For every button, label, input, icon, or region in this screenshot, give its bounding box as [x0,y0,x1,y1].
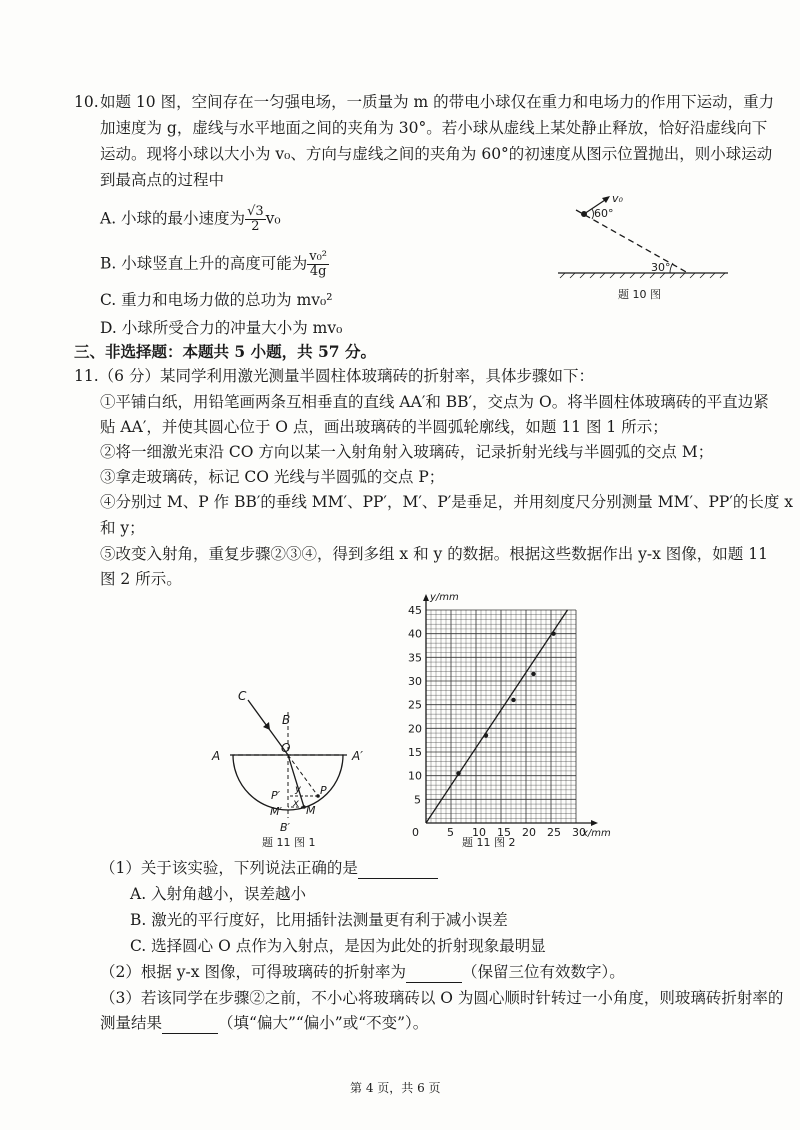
label-y: y [295,784,301,795]
x-tick-label: 5 [447,826,454,839]
y-axis-arrow [423,594,429,601]
x-tick-label: 30 [572,826,586,839]
ground-hatching [560,273,725,278]
y-tick-label: 40 [408,627,422,641]
label-m: M [306,804,316,817]
data-point [531,672,535,676]
q11-sub-1-option-a: A. 入射角越小，误差越小 [130,885,307,903]
y-axis-label: y/mm [430,592,459,603]
data-point [456,771,460,775]
q11-sub-1-option-c: C. 选择圆心 O 点作为入射点，是因为此处的折射现象最明显 [130,937,546,955]
answer-blank[interactable] [162,1013,218,1034]
q11-sub-1-option-b: B. 激光的平行度好，比用插针法测量更有利于减小误差 [130,911,508,929]
y-tick-label: 25 [408,698,422,712]
q10-option-a: A. 小球的最小速度为 $\frac{√3}{2}$ v₀ [100,204,281,234]
q11-step-1-cont: 贴 AA′，并使其圆心位于 O 点，画出玻璃砖的半圆弧轮廓线，如题 11 图 1 所示； [100,418,668,436]
label-m-prime: M′ [270,805,282,818]
q11-step-5: ⑤改变入射角，重复步骤②③④，得到多组 x 和 y 的数据。根据这些数据作出 y-x 图像，如题 11 [100,545,768,563]
figure-10 [548,190,738,300]
q10-line: 加速度为 g，虚线与水平地面之间的夹角为 30°。若小球从虚线上某处静止释放，恰好沿虚线向下 [100,119,768,137]
q11-step-5-cont: 图 2 所示。 [100,570,182,588]
fit-line [426,610,568,823]
x-tick-label: 20 [522,826,536,839]
x-tick-label: 0 [412,826,419,839]
q11-step-2: ②将一细激光束沿 CO 方向以某一入射角射入玻璃砖，记录折射光线与半圆弧的交点 M； [100,443,714,461]
figure-11-2-chart [400,588,620,848]
x-tick-label: 10 [472,826,486,839]
data-point [511,698,515,702]
label-b-prime: B′ [280,821,291,834]
y-tick-label: 10 [408,769,422,783]
q11-heading: 11.（6 分）某同学利用激光测量半圆柱体玻璃砖的折射率，具体步骤如下： [74,367,594,385]
x-tick-label: 25 [547,826,561,839]
page-footer: 第 4 页，共 6 页 [350,1081,441,1095]
figure-11-1 [200,680,380,840]
y-tick-label: 15 [408,746,422,759]
figure-10-caption: 题 10 图 [618,288,661,301]
dashed-line [576,210,688,273]
angle-30-label: 30° [651,261,671,274]
y-tick-label: 30 [408,675,422,688]
angle-60-label: 60° [594,207,614,220]
x-tick-label: 15 [497,826,511,839]
label-c: C [238,689,247,703]
section-heading: 三、非选择题：本题共 5 小题，共 57 分。 [74,342,376,361]
q10-number: 10. [74,93,99,111]
q11-sub-3: （3）若该同学在步骤②之前，不小心将玻璃砖以 O 为圆心顺时针转过一小角度，则玻璃砖折射率的 [100,989,784,1007]
y-tick-label: 45 [408,604,422,617]
answer-blank[interactable] [406,962,462,983]
label-o: O [281,741,291,755]
label-b: B [282,713,291,727]
answer-blank[interactable] [358,858,438,879]
y-tick-label: 35 [408,651,422,665]
x-axis-arrow [591,820,598,826]
q11-step-3: ③拿走玻璃砖，标记 CO 光线与半圆弧的交点 P； [100,468,445,486]
y-tick-label: 5 [414,793,421,807]
label-a-prime: A′ [352,749,363,763]
x-axis-label: x/mm [582,828,611,839]
q11-step-4: ④分别过 M、P 作 BB′的垂线 MM′、PP′，M′、P′是垂足，并用刻度尺分别测量 MM′、PP′的长度 x [100,493,794,511]
q10-option-d: D. 小球所受合力的冲量大小为 mv₀ [100,319,343,337]
q10-line: 如题 10 图，空间存在一匀强电场，一质量为 m 的带电小球仅在重力和电场力的作用下运动，重力 [100,93,775,111]
figure-11-2-caption: 题 11 图 2 [462,836,516,849]
q11-step-1: ①平铺白纸，用铅笔画两条互相垂直的直线 AA′和 BB′，交点为 O。将半圆柱体玻璃砖的平直边紧 [100,393,769,411]
q10-option-b: B. 小球竖直上升的高度可能为 $\frac{\text{v₀²}}{4g}$ [100,249,328,279]
q11-sub-2: （2）根据 y-x 图像，可得玻璃砖的折射率为 （保留三位有效数字）。 [100,963,625,981]
q10-line: 运动。现将小球以大小为 v₀、方向与虚线之间的夹角为 60°的初速度从图示位置抛出，则小球运动 [100,145,773,163]
data-point [484,733,488,737]
q11-step-4-cont: 和 y； [100,519,145,537]
q11-sub-3-cont: 测量结果 （填“偏大”“偏小”或“不变”）。 [100,1014,429,1032]
label-x: x [293,798,299,809]
label-p-prime: P′ [271,789,281,802]
q10-line: 到最高点的过程中 [100,171,225,189]
data-point [551,631,555,635]
q10-option-c: C. 重力和电场力做的总功为 mv₀² [100,291,333,309]
v0-label: v₀ [612,192,623,205]
label-p: P [320,784,327,797]
figure-11-1-caption: 题 11 图 1 [262,836,316,849]
label-a: A [212,749,221,763]
q11-sub-1: （1）关于该实验，下列说法正确的是 [100,858,438,879]
y-tick-label: 20 [408,722,422,736]
